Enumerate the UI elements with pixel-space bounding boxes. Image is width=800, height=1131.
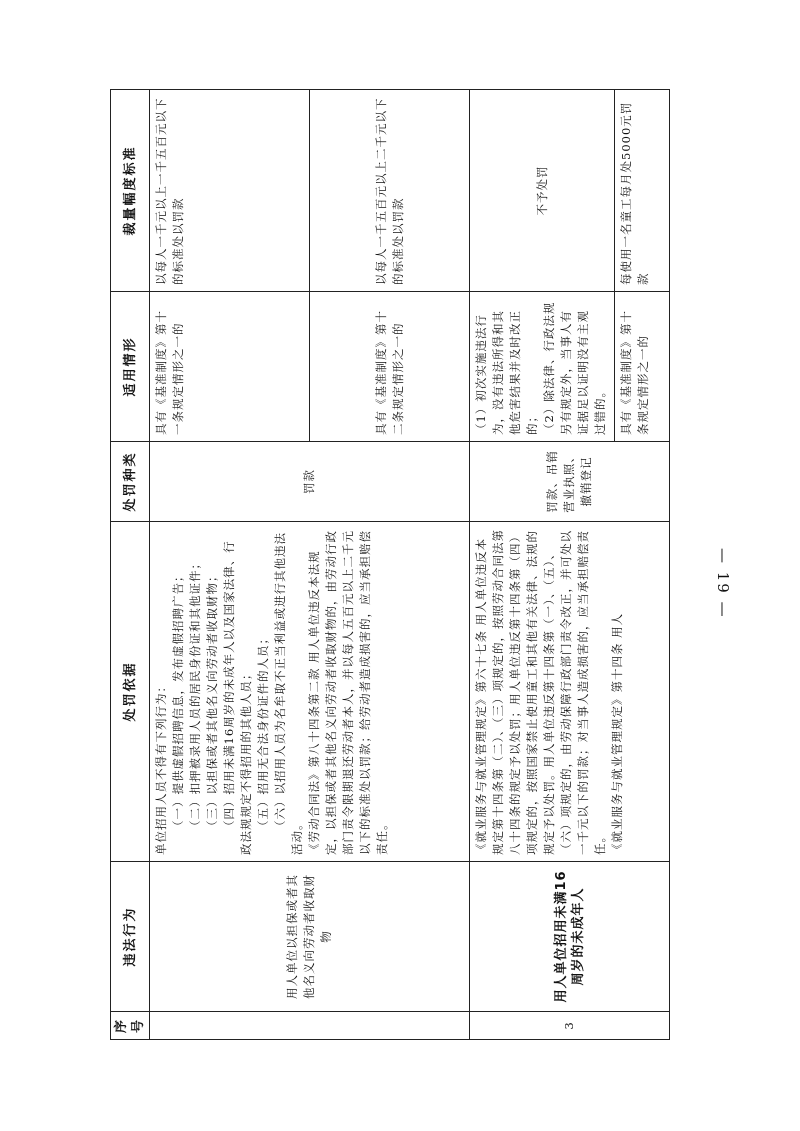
row2-standard-a: 不予处罚 [534,165,549,216]
row2-act: 用人单位招用未满16周岁的未成年人 [553,870,586,1003]
header-standard: 裁量幅度标准 [111,90,150,292]
row2-situation-b: 具有《基准制度》第十条规定情形之一的 [619,310,650,435]
row1-act-cell [150,862,470,1012]
basis-line: 《就业服务与就业管理规定》第六十七条 用人单位违反本规定第十四条第（二）、（三）项规定的，按照劳动合同法第八十四条的规定予以处罚；用人单位违反第十四条第（四）项规定的，按照国家禁止使用童工和其他有关法律、法规的规定予以处罚。用人单位违反第十四条第（一）、（五）、（六）项规定的，由劳动保障行政部门责令改正，并可处以一千元以下的罚款；对当事人造成损害的，应当承担赔偿责任。 [474,529,607,855]
row2-situation-a-cell [470,292,615,442]
basis-line: （三）以担保或者其他名义向劳动者收取财物； [205,569,219,832]
row1-standard-a: 以每人一千元以上一千五百元以下的标准处以罚款 [154,97,185,285]
row1-standard-b-cell [310,90,470,292]
basis-line: （五）招用无合法身份证件的人员； [256,632,270,832]
row1-standard-b: 以每人一千五百元以上二千元以下的标准处以罚款 [373,97,405,285]
basis-line: （四）招用未满16周岁的未成年人以及国家法律、行政法规规定不得招用的其他人员； [222,540,253,855]
row1-situation-a: 具有《基准制度》第十一条规定情形之一的 [154,310,185,435]
table-row [470,90,615,1040]
row2-no-cell [470,1012,670,1040]
header-no: 序号 [111,1012,150,1040]
row2-act-cell [470,862,670,1012]
row1-standard-a-cell [150,90,310,292]
row2-situation-a-2: （2）除法律、行政法规另有规定外，当事人有证据足以证明没有主观过错的。 [542,301,607,435]
row2-situation-b-cell [615,292,670,442]
rotated-table-container [110,90,670,1040]
row1-basis-cell [150,522,470,862]
row1-situation-a-cell [150,292,310,442]
row1-type-cell [150,442,470,522]
row1-type: 罚款 [302,469,316,494]
row2-type-cell [470,442,670,522]
page-number: — 19 — [714,548,732,619]
header-act: 违法行为 [111,862,150,1012]
basis-line: （一）提供虚假招聘信息，发布虚假招聘广告； [171,569,185,832]
header-type: 处罚种类 [111,442,150,522]
row2-no: 3 [562,1021,576,1030]
row1-situation-b: 具有《基准制度》第十二条规定情形之一的 [373,310,405,435]
basis-line: （二）扣押被录用人员的居民身份证和其他证件； [188,557,202,832]
header-basis: 处罚依据 [111,522,150,862]
basis-line: 《劳动合同法》第八十四条第二款 用人单位违反本法规定，以担保或者其他名义向劳动者收取财物的，由劳动行政部门责令限期退还劳动者本人，并以每人五百元以上二千元以下的标准处以罚款；给劳动者造成损害的，应当承担赔偿责任。 [307,530,389,855]
row2-type: 罚款、吊销营业执照、撤销登记 [545,450,593,513]
row1-situation-b-cell [310,292,470,442]
table-header-row [111,90,150,1040]
penalty-table [110,89,670,1040]
basis-line: 《就业服务与就业管理规定》第十四条 用人 [610,612,624,855]
row2-situation-a-1: （1）初次实施违法行为，没有违法所得和其他危害结果并及时改正的； [474,310,539,435]
table-row [150,90,310,1040]
basis-line: （六）以招用人员为名牟取不正当利益或进行其他违法活动。 [273,532,304,855]
row1-no-cell [150,1012,470,1040]
basis-line: 单位招用人员不得有下列行为： [154,680,168,855]
row2-standard-a-cell [470,90,615,292]
row2-basis-cell [470,522,670,862]
row2-standard-b: 每使用一名童工每月处5000元罚款 [619,101,650,285]
row1-act: 用人单位以担保或者其他名义向劳动者收取财物 [285,874,333,999]
row2-standard-b-cell [615,90,670,292]
header-situation: 适用情形 [111,292,150,442]
